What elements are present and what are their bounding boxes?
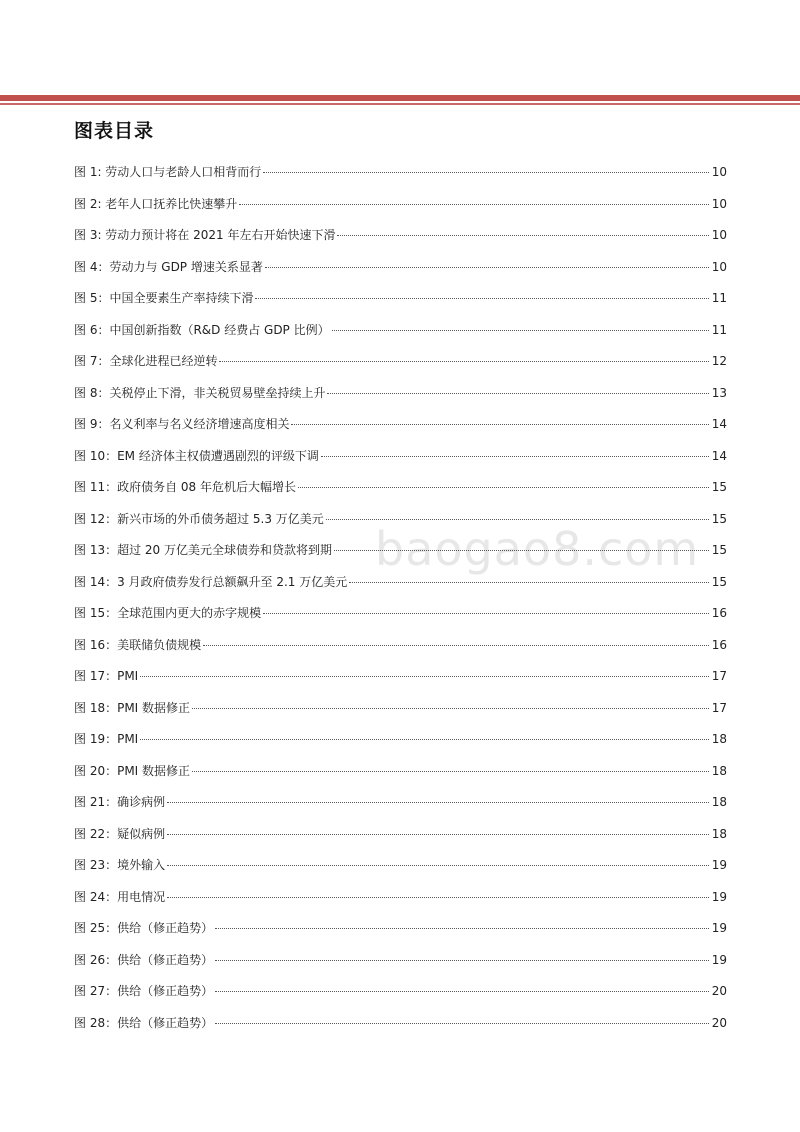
toc-entry[interactable] bbox=[74, 415, 727, 447]
toc-entry-label: 图 11：政府债务自 08 年危机后大幅增长 bbox=[74, 480, 296, 494]
toc-entry-page-number: 15 bbox=[711, 511, 727, 526]
toc-dot-leader bbox=[337, 235, 708, 236]
toc-entry-label: 图 28：供给（修正趋势） bbox=[74, 1015, 214, 1030]
page-title: 图表目录 bbox=[74, 120, 155, 142]
toc-entry-label: 图 23：境外输入 bbox=[74, 858, 166, 872]
toc-entry-label: 图 24：用电情况 bbox=[74, 889, 166, 904]
toc-entry-label: 图 3: 劳动力预计将在 2021 年左右开始快速下滑 bbox=[74, 228, 336, 242]
toc-entry-label: 图 17：PMI bbox=[74, 669, 139, 683]
toc-dot-leader bbox=[167, 802, 709, 803]
toc-dot-leader bbox=[167, 865, 709, 866]
toc-entry-label: 图 6：中国创新指数（R&D 经费占 GDP 比例） bbox=[74, 322, 330, 337]
toc-dot-leader bbox=[140, 739, 709, 740]
toc-entry[interactable] bbox=[74, 478, 727, 510]
toc-entry[interactable] bbox=[74, 541, 727, 573]
toc-entry-page-number: 15 bbox=[711, 574, 727, 589]
toc-entry-label: 图 8：关税停止下滑，非关税贸易壁垒持续上升 bbox=[74, 385, 326, 400]
toc-entry-page-number: 11 bbox=[711, 291, 727, 305]
toc-entry-page-number: 15 bbox=[711, 480, 727, 494]
toc-entry-label: 图 5：中国全要素生产率持续下滑 bbox=[74, 291, 254, 305]
header-accent-band bbox=[0, 95, 800, 101]
toc-dot-leader bbox=[334, 550, 709, 551]
toc-dot-leader bbox=[215, 960, 709, 961]
watermark: baogao8.com bbox=[375, 522, 700, 576]
toc-entry[interactable] bbox=[74, 226, 727, 258]
toc-dot-leader bbox=[192, 771, 709, 772]
toc-entry-page-number: 10 bbox=[711, 165, 727, 179]
toc-entry-page-number: 19 bbox=[711, 858, 727, 872]
toc-entry[interactable] bbox=[74, 667, 727, 699]
toc-entry-label: 图 1: 劳动人口与老龄人口相背而行 bbox=[74, 165, 262, 179]
toc-entry-label: 图 21：确诊病例 bbox=[74, 795, 166, 809]
toc-entry-page-number: 14 bbox=[711, 448, 727, 463]
toc-entry-label: 图 27：供给（修正趋势） bbox=[74, 984, 214, 998]
toc-entry[interactable] bbox=[74, 195, 727, 227]
toc-entry-label: 图 12：新兴市场的外币债务超过 5.3 万亿美元 bbox=[74, 511, 324, 526]
toc-entry-label: 图 19：PMI bbox=[74, 732, 139, 746]
toc-entry[interactable] bbox=[74, 825, 727, 857]
toc-entry-label: 图 15：全球范围内更大的赤字规模 bbox=[74, 606, 262, 620]
toc-entry-page-number: 16 bbox=[711, 637, 727, 652]
toc-entry-label: 图 13：超过 20 万亿美元全球债券和贷款将到期 bbox=[74, 543, 332, 557]
toc-entry-page-number: 19 bbox=[711, 952, 727, 967]
toc-entry[interactable] bbox=[74, 604, 727, 636]
toc-dot-leader bbox=[298, 487, 709, 488]
toc-entry-page-number: 10 bbox=[711, 228, 727, 242]
toc-entry[interactable] bbox=[74, 163, 727, 195]
toc-entry[interactable] bbox=[74, 321, 727, 353]
toc-dot-leader bbox=[263, 613, 709, 614]
toc-entry[interactable] bbox=[74, 636, 727, 668]
toc-entry[interactable] bbox=[74, 762, 727, 794]
toc-entry[interactable] bbox=[74, 888, 727, 920]
toc-entry-label: 图 9：名义利率与名义经济增速高度相关 bbox=[74, 417, 290, 431]
toc-dot-leader bbox=[291, 424, 708, 425]
toc-entry-page-number: 11 bbox=[711, 322, 727, 337]
toc-entry[interactable] bbox=[74, 510, 727, 542]
toc-dot-leader bbox=[215, 1023, 709, 1024]
toc-entry-page-number: 20 bbox=[711, 984, 727, 998]
toc-entry-page-number: 19 bbox=[711, 889, 727, 904]
toc-entry[interactable] bbox=[74, 352, 727, 384]
toc-dot-leader bbox=[332, 330, 709, 331]
toc-dot-leader bbox=[349, 582, 708, 583]
toc-entry[interactable] bbox=[74, 856, 727, 888]
toc-entry-label: 图 2: 老年人口抚养比快速攀升 bbox=[74, 196, 238, 211]
toc-entry-label: 图 25：供给（修正趋势） bbox=[74, 921, 214, 935]
toc-dot-leader bbox=[265, 267, 709, 268]
toc-dot-leader bbox=[321, 456, 709, 457]
toc-entry[interactable] bbox=[74, 1014, 727, 1046]
toc-entry[interactable] bbox=[74, 919, 727, 951]
toc-dot-leader bbox=[327, 393, 708, 394]
toc-dot-leader bbox=[263, 172, 708, 173]
toc-dot-leader bbox=[167, 834, 709, 835]
toc-entry-label: 图 22：疑似病例 bbox=[74, 826, 166, 841]
toc-entry[interactable] bbox=[74, 982, 727, 1014]
toc-entry-label: 图 26：供给（修正趋势） bbox=[74, 952, 214, 967]
toc-entry-page-number: 16 bbox=[711, 606, 727, 620]
toc-dot-leader bbox=[215, 928, 709, 929]
header-accent-line bbox=[0, 103, 800, 105]
toc-entry-page-number: 10 bbox=[711, 259, 727, 274]
toc-entry[interactable] bbox=[74, 447, 727, 479]
toc-entry[interactable] bbox=[74, 730, 727, 762]
toc-entry[interactable] bbox=[74, 289, 727, 321]
toc-entry-label: 图 18：PMI 数据修正 bbox=[74, 700, 191, 715]
toc-entry-page-number: 18 bbox=[711, 732, 727, 746]
toc-dot-leader bbox=[167, 897, 709, 898]
toc-entry-page-number: 17 bbox=[711, 669, 727, 683]
toc-entry-label: 图 20：PMI 数据修正 bbox=[74, 763, 191, 778]
toc-entry[interactable] bbox=[74, 258, 727, 290]
toc-entry-page-number: 14 bbox=[711, 417, 727, 431]
toc-entry[interactable] bbox=[74, 699, 727, 731]
toc-entry-label: 图 7：全球化进程已经逆转 bbox=[74, 354, 218, 368]
toc-dot-leader bbox=[219, 361, 708, 362]
toc-entry-page-number: 13 bbox=[711, 385, 727, 400]
toc-entry-label: 图 10：EM 经济体主权债遭遇剧烈的评级下调 bbox=[74, 448, 319, 463]
toc-dot-leader bbox=[255, 298, 708, 299]
toc-dot-leader bbox=[239, 204, 708, 205]
toc-entry[interactable] bbox=[74, 384, 727, 416]
toc-entry-page-number: 18 bbox=[711, 795, 727, 809]
toc-entry[interactable] bbox=[74, 793, 727, 825]
toc-dot-leader bbox=[215, 991, 709, 992]
toc-entry-label: 图 14：3 月政府债券发行总额飙升至 2.1 万亿美元 bbox=[74, 574, 348, 589]
toc-dot-leader bbox=[203, 645, 709, 646]
table-of-figures bbox=[74, 163, 727, 1045]
toc-dot-leader bbox=[192, 708, 709, 709]
toc-dot-leader bbox=[326, 519, 709, 520]
toc-entry[interactable] bbox=[74, 573, 727, 605]
toc-entry-page-number: 12 bbox=[711, 354, 727, 368]
toc-entry-page-number: 10 bbox=[711, 196, 727, 211]
toc-entry[interactable] bbox=[74, 951, 727, 983]
toc-entry-label: 图 4：劳动力与 GDP 增速关系显著 bbox=[74, 259, 263, 274]
toc-entry-page-number: 17 bbox=[711, 700, 727, 715]
toc-entry-page-number: 18 bbox=[711, 763, 727, 778]
toc-entry-page-number: 15 bbox=[711, 543, 727, 557]
toc-entry-label: 图 16：美联储负债规模 bbox=[74, 637, 202, 652]
toc-entry-page-number: 20 bbox=[711, 1015, 727, 1030]
toc-dot-leader bbox=[140, 676, 709, 677]
toc-entry-page-number: 19 bbox=[711, 921, 727, 935]
toc-entry-page-number: 18 bbox=[711, 826, 727, 841]
